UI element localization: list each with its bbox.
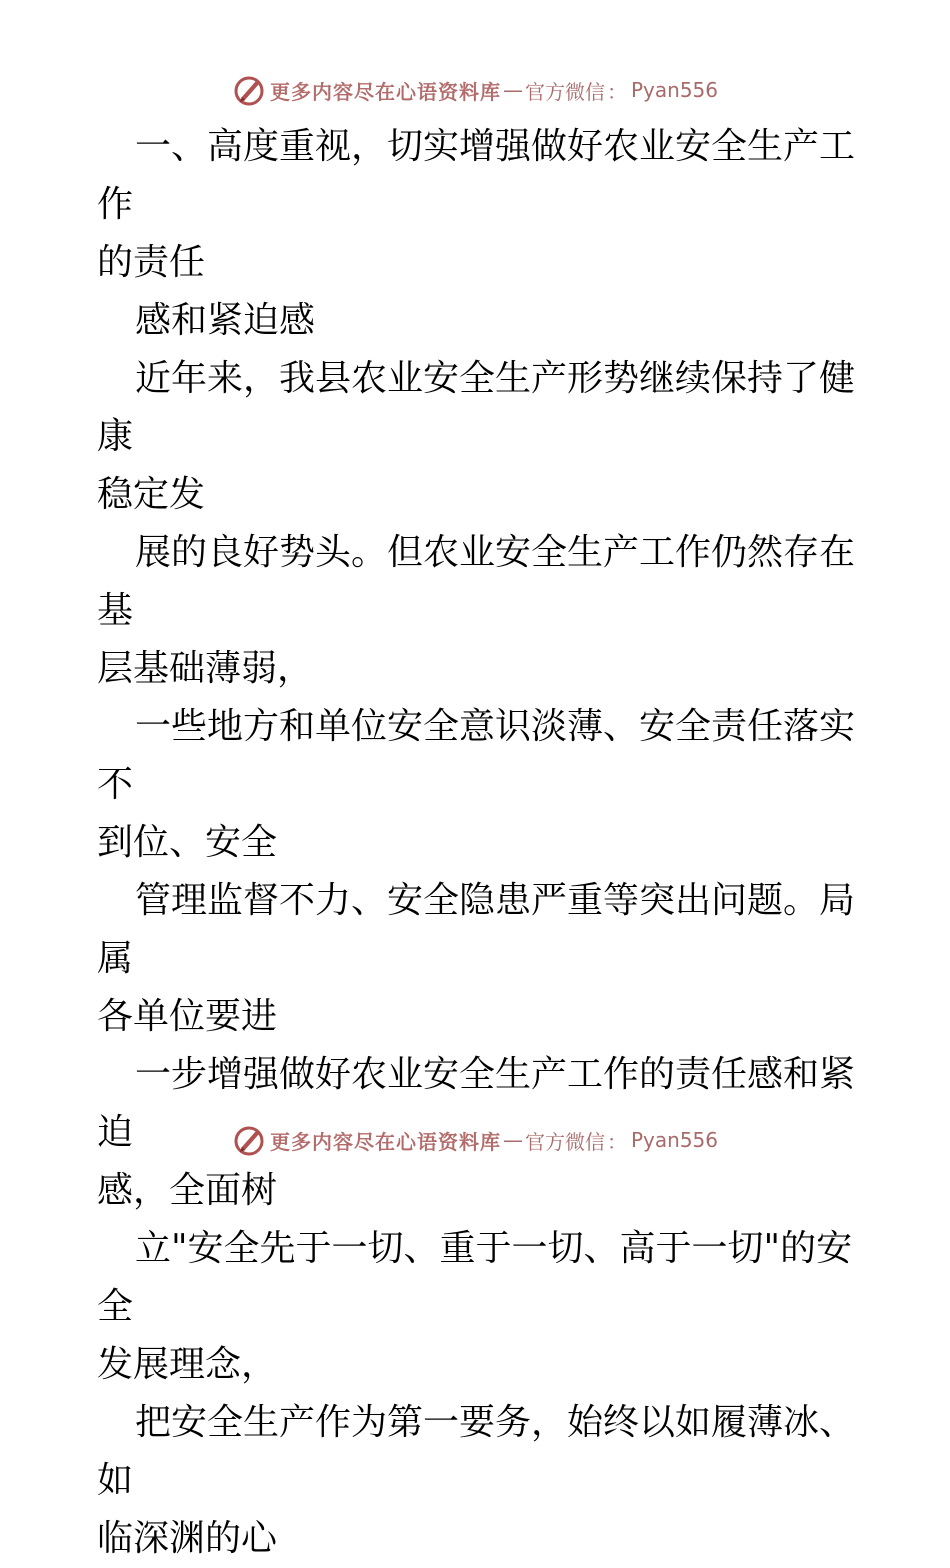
line: 感和紧迫感 bbox=[135, 300, 316, 341]
line-wrap: 临深渊的心 bbox=[97, 1518, 278, 1559]
line-wrap: 层基础薄弱， bbox=[97, 648, 314, 689]
paragraph-6 bbox=[97, 872, 857, 1046]
line-wrap: 稳定发 bbox=[97, 474, 206, 515]
line-wrap: 到位、安全 bbox=[97, 822, 278, 863]
footer-wechat-label: 官方微信 bbox=[524, 1129, 605, 1154]
line: 一步增强做好农业安全生产工作的责任感和紧迫 bbox=[97, 1054, 856, 1153]
line: 近年来，我县农业安全生产形势继续保持了健康 bbox=[97, 358, 856, 457]
header-brand: 更多内容尽在心语资料库 bbox=[269, 79, 501, 104]
paragraph-9 bbox=[97, 1394, 857, 1568]
header-banner bbox=[0, 70, 950, 110]
header-wechat-label: 官方微信 bbox=[524, 79, 605, 104]
line: 一、高度重视，切实增强做好农业安全生产工作 bbox=[97, 126, 856, 225]
paragraph-3 bbox=[97, 350, 857, 524]
paragraph-1 bbox=[97, 118, 857, 292]
header-dash: — bbox=[502, 78, 523, 102]
footer-brand: 更多内容尽在心语资料库 bbox=[269, 1129, 501, 1154]
paragraph-8 bbox=[97, 1220, 857, 1394]
line: 把安全生产作为第一要务，始终以如履薄冰、如 bbox=[97, 1402, 856, 1501]
pen-logo-icon bbox=[232, 1123, 266, 1157]
line: 管理监督不力、安全隐患严重等突出问题。局属 bbox=[97, 880, 856, 979]
footer-sep: ： bbox=[606, 1129, 627, 1154]
line-wrap: 的责任 bbox=[97, 242, 206, 283]
line: 立"安全先于一切、重于一切、高于一切"的安全 bbox=[97, 1228, 853, 1327]
line-wrap: 感，全面树 bbox=[97, 1170, 278, 1211]
document-body bbox=[97, 118, 857, 1568]
header-sep: ： bbox=[606, 79, 627, 104]
paragraph-5 bbox=[97, 698, 857, 872]
pen-logo-icon bbox=[232, 73, 266, 107]
footer-wechat-id: Pyan556 bbox=[630, 1128, 718, 1152]
footer-banner bbox=[0, 1120, 950, 1160]
line: 展的良好势头。但农业安全生产工作仍然存在基 bbox=[97, 532, 856, 631]
paragraph-4 bbox=[97, 524, 857, 698]
header-wechat-id: Pyan556 bbox=[630, 78, 718, 102]
line: 一些地方和单位安全意识淡薄、安全责任落实不 bbox=[97, 706, 856, 805]
line-wrap: 发展理念， bbox=[97, 1344, 278, 1385]
paragraph-2 bbox=[97, 292, 857, 350]
line-wrap: 各单位要进 bbox=[97, 996, 278, 1037]
footer-dash: — bbox=[502, 1128, 523, 1152]
